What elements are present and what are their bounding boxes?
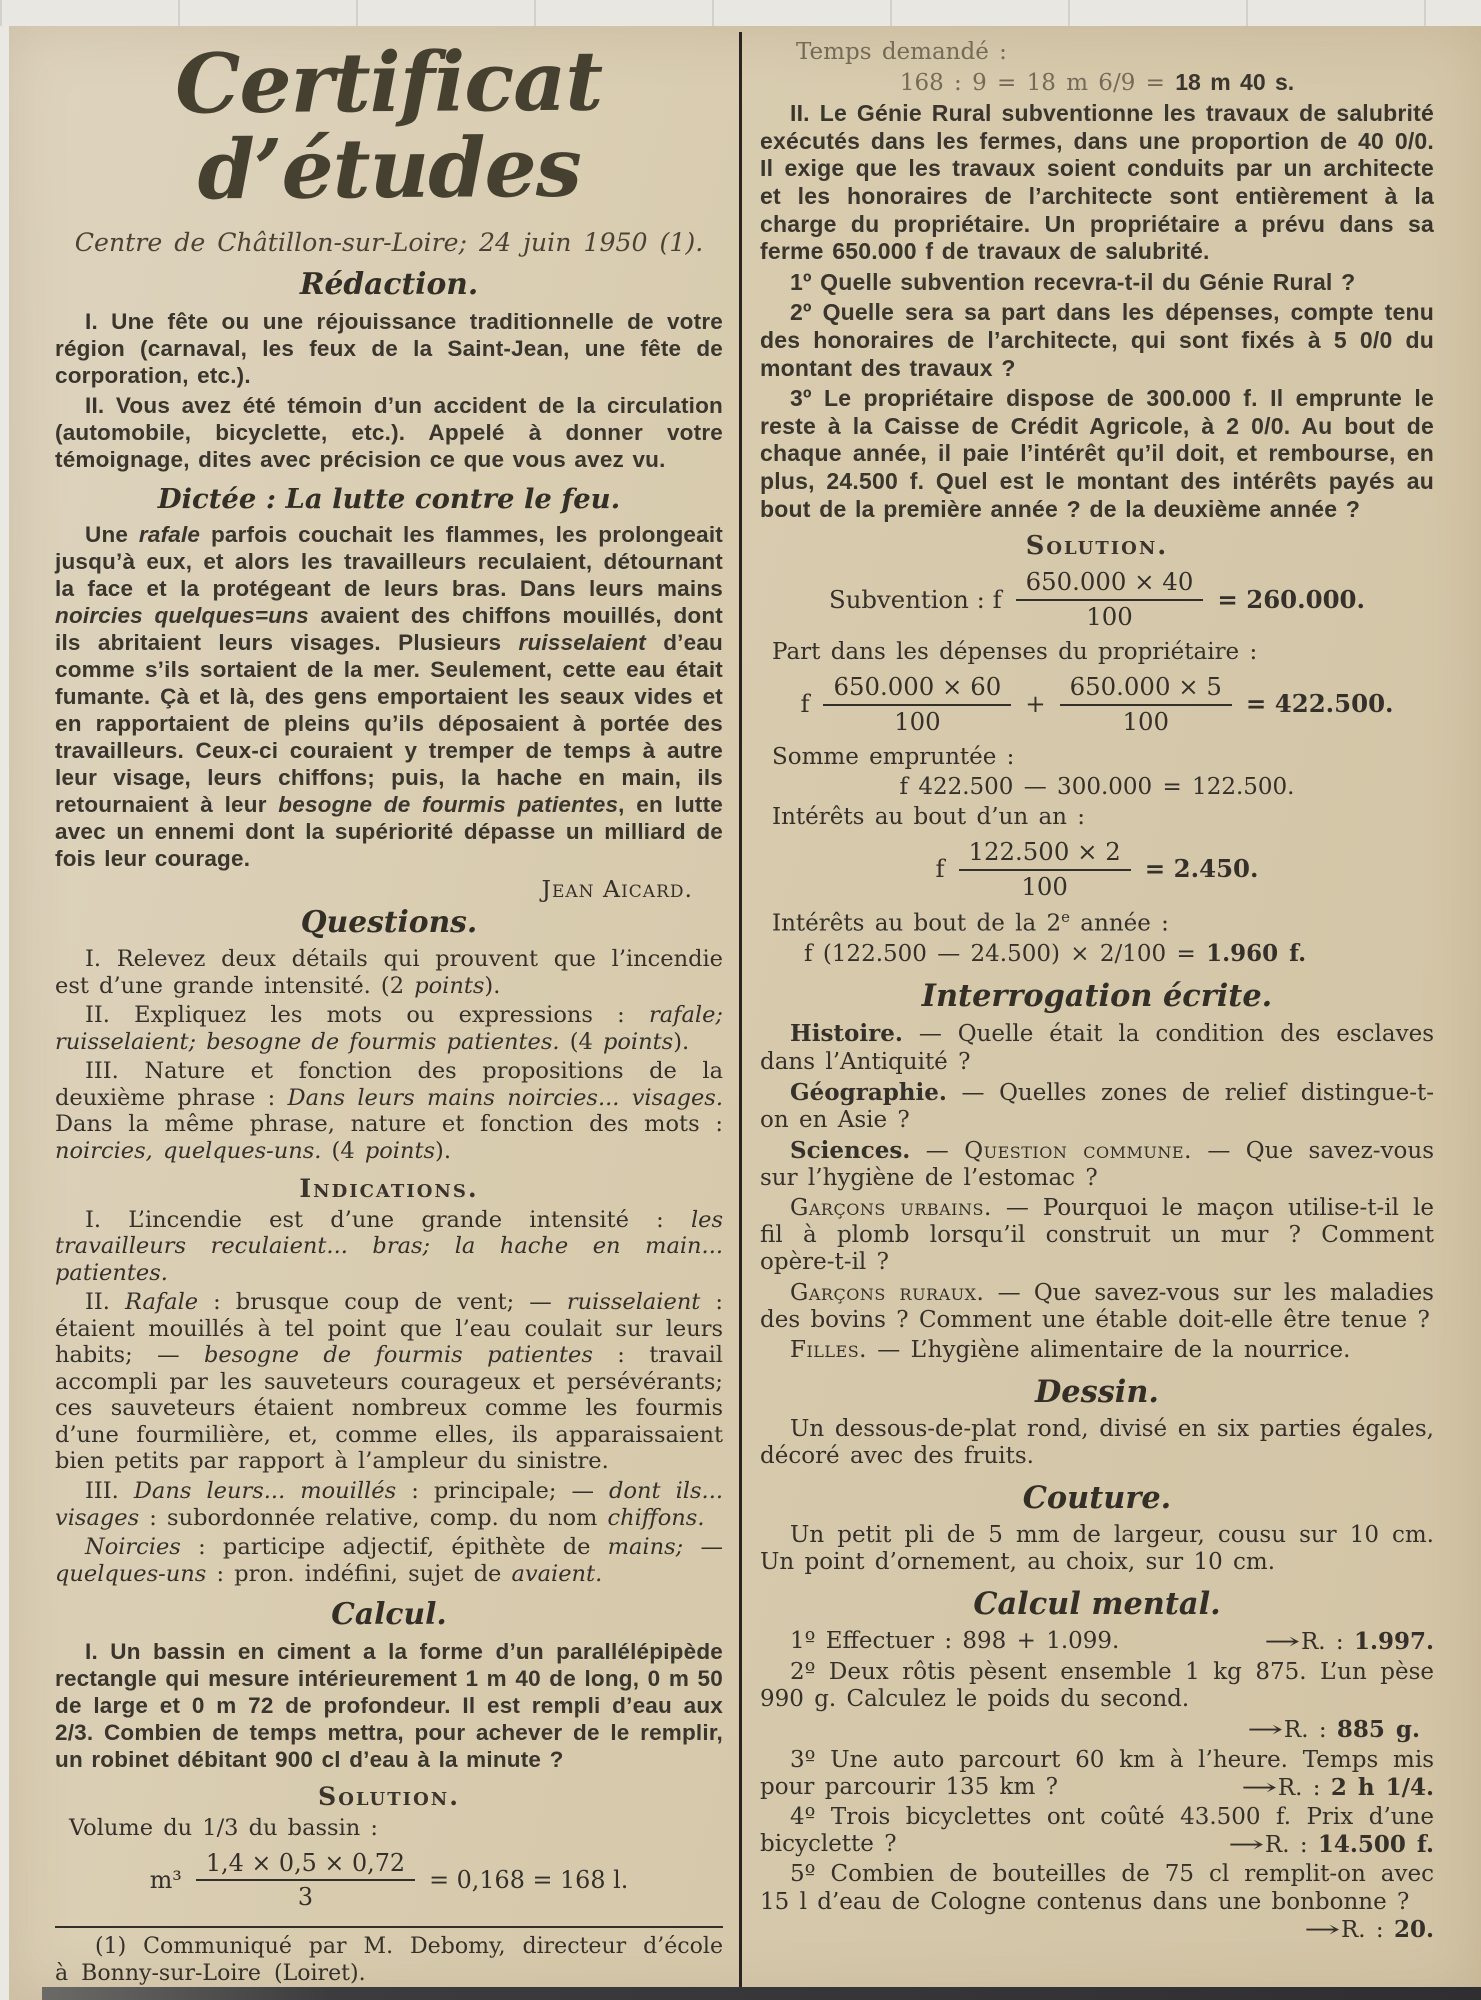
fraction (823, 671, 1011, 736)
scan-bottom-edge (42, 1987, 1481, 2000)
question-item-3: III. Nature et fonction des propositions de la deuxième phrase : Dans leurs mains noircies... visages. Dans la même phrase, nature et fonction des mots : noircies, quelques-uns. (4 points). (55, 1058, 724, 1165)
fraction-denominator: 100 (823, 704, 1011, 736)
somme-label: Somme empruntée : (772, 743, 1015, 770)
dessin-body: Un dessous-de-plat rond, divisé en six parties égales, décoré avec des fruits. (760, 1415, 1434, 1470)
fraction-numerator: 650.000 × 5 (1069, 671, 1222, 701)
question-text: 5º Combien de bouteilles de 75 cl remplit-on avec 15 l d’eau de Cologne contenus dans une bonbonne ? (760, 1861, 1434, 1915)
heading-dictee: Dictée : La lutte contre le feu. (157, 483, 621, 516)
volume-formula (55, 1850, 723, 1910)
calcul-mental-item-1 (760, 1628, 1434, 1655)
volume-label: Volume du 1/3 du bassin : (69, 1815, 379, 1842)
indication-item-2: II. Rafale : brusque coup de vent; — ruisselaient : étaient mouillés à tel point que l’eau coulait sur leurs habits; — besogne de fourmis patientes : travail accompli par les sauveteurs courageux et persévérants; ces sauveteurs étaient nombreux comme les fourmis d’une fourmilière, et, comme elles, ils apparaissaient bien petits par rapport à l’ampleur du sinistre. (55, 1289, 723, 1475)
formula-result: = 2.450. (1144, 854, 1259, 884)
interrogation-item-histoire: Histoire. — Quelle était la condition des esclaves dans l’Antiquité ? (760, 1020, 1434, 1075)
heading-dessin: Dessin. (1034, 1373, 1159, 1410)
formula-result: = 260.000. (1217, 584, 1365, 614)
genie-rural-problem: II. Le Génie Rural subventionne les travaux de salubrité exécutés dans les fermes, dans une proportion de 40 0/0. Il exige que les travaux soient conduits par un architecte et les honoraires de l’architecte sont entièrement à la charge du propriétaire. Un propriétaire a prévu dans sa ferme 650.000 f de travaux de salubrité. (760, 100, 1434, 265)
interrogation-item-sciences: Sciences. — Question commune. — Que savez-vous sur l’hygiène de l’estomac ? (760, 1136, 1435, 1192)
part-depenses-label: Part dans les dépenses du propriétaire : (772, 638, 1258, 665)
footnote-rule (55, 1926, 723, 1928)
scan-background-strip (0, 0, 1481, 26)
calcul-problem: I. Un bassin en ciment a la forme d’un parallélépipède rectangle qui mesure intérieurement 1 m 40 de long, 0 m 50 de large et 0 m 72 de profondeur. Il est rempli d’eau aux 2/3. Combien de temps mettra, pour achever de le remplir, un robinet débitant 900 cl d’eau à la minute ? (55, 1639, 723, 1773)
fraction-denominator: 100 (1060, 704, 1232, 736)
redaction-item-2: II. Vous avez été témoin d’un accident de la circulation (automobile, bicyclette, etc.). Appelé à donner votre témoignage, dites avec précision ce que vous avez vu. (55, 393, 723, 473)
document-subtitle: Centre de Châtillon-sur-Loire; 24 juin 1950 (1). (74, 228, 704, 258)
column-divider-rule (739, 32, 742, 1992)
heading-indications: Indications. (299, 1172, 479, 1203)
formula-prefix: f (800, 689, 810, 719)
interrogation-item-geographie: Géographie. — Quelles zones de relief distingue-t-on en Asie ? (760, 1078, 1434, 1133)
temps-demande-equation: 168 : 9 = 18 m 6/9 = 18 m 40 s. (899, 69, 1295, 97)
somme-equation: f 422.500 — 300.000 = 122.500. (899, 773, 1295, 800)
question-item-2: II. Expliquez les mots ou expressions : rafale; ruisselaient; besogne de fourmis patientes. (4 points). (55, 1002, 723, 1055)
answer: → R. : 1.997. (1264, 1628, 1434, 1656)
calcul-mental-item-5 (760, 1861, 1434, 1943)
fraction-numerator: 122.500 × 2 (968, 836, 1121, 866)
heading-solution-left: Solution. (318, 1781, 460, 1812)
part-depenses-formula (760, 671, 1434, 736)
footnote-text: (1) Communiqué par M. Debomy, directeur d’école à Bonny-sur-Loire (Loiret). (55, 1934, 723, 1986)
calcul-mental-item-3 (760, 1747, 1434, 1801)
answer: → R. : 14.500 f. (1228, 1831, 1434, 1859)
fraction (959, 836, 1131, 901)
fraction (1060, 671, 1232, 736)
calcul-mental-item-4 (760, 1804, 1434, 1858)
heading-calcul-mental: Calcul mental. (973, 1586, 1221, 1623)
indication-item-4: Noircies : participe adjectif, épithète de mains; — quelques-uns : pron. indéfini, sujet de avaient. (55, 1534, 723, 1587)
author-signature: Jean Aicard. (541, 875, 693, 904)
fraction (1016, 569, 1204, 631)
formula-prefix: m³ (149, 1865, 182, 1894)
genie-question-1: 1º Quelle subvention recevra-t-il du Génie Rural ? (790, 268, 1356, 295)
subvention-formula (760, 569, 1434, 631)
heading-redaction: Rédaction. (299, 267, 479, 303)
subvention-label: Subvention : f (829, 584, 1002, 614)
answer: → R. : 885 g. (1247, 1715, 1420, 1743)
dictee-body: Une rafale parfois couchait les flammes, les prolongeait jusqu’à eux, et alors les travailleurs reculaient, détournant la face et la protégeant de leurs bras. Dans leurs mains noircies quelques=uns avaient des chiffons mouillés, dont ils abritaient leurs visages. Plusieurs ruisselaient d’eau comme s’ils sortaient de la mer. Seulement, cette eau était fumante. Çà et là, des gens emportaient les seaux vides et en rapportaient de pleins qu’ils déposaient à portée des travailleurs. Ceux-ci couraient y tremper de temps à autre leur visage, leurs chiffons; puis, la hache en main, ils retournaient à leur besogne de fourmis patientes, en lutte avec un ennemi dont la supériorité dépasse un milliard de fois leur courage. (55, 522, 724, 872)
question-item-1: I. Relevez deux détails qui prouvent que l’incendie est d’une grande intensité. (2 points). (55, 946, 723, 999)
formula-prefix: f (935, 854, 945, 884)
couture-body: Un petit pli de 5 mm de largeur, cousu sur 10 cm. Un point d’ornement, au choix, sur 10 cm. (760, 1522, 1434, 1576)
interrogation-item-garcons-ruraux: Garçons ruraux. — Que savez-vous sur les maladies des bovins ? Comment une étable doit-elle être tenue ? (760, 1279, 1434, 1333)
fraction-numerator: 1,4 × 0,5 × 0,72 (205, 1848, 406, 1877)
answer: → R. : 20. (1304, 1915, 1434, 1943)
temps-demande-label: Temps demandé : (796, 39, 1007, 65)
formula-result: = 422.500. (1245, 689, 1394, 719)
interets-an2-equation: f (122.500 — 24.500) × 2/100 = 1.960 f. (804, 940, 1307, 968)
answer: → R. : 2 h 1/4. (1241, 1774, 1434, 1802)
redaction-item-1: I. Une fête ou une réjouissance traditionnelle de votre région (carnaval, les feux de la Saint-Jean, une fête de corporation, etc.). (55, 309, 723, 389)
heading-calcul: Calcul. (331, 1597, 447, 1633)
plus-operator: + (1025, 689, 1046, 719)
document-title: Certificat d’études (174, 33, 603, 219)
fraction-numerator: 650.000 × 60 (833, 671, 1002, 701)
heading-questions: Questions. (300, 905, 478, 941)
fraction-denominator: 100 (959, 869, 1131, 901)
calcul-mental-item-2 (760, 1659, 1434, 1713)
heading-interrogation: Interrogation écrite. (921, 978, 1273, 1015)
fraction-denominator: 3 (196, 1879, 415, 1910)
fraction-denominator: 100 (1016, 599, 1204, 631)
question-text: 2º Deux rôtis pèsent ensemble 1 kg 875. L’un pèse 990 g. Calculez le poids du second. (760, 1658, 1434, 1712)
fraction (196, 1850, 415, 1910)
interets-an1-formula (760, 836, 1434, 901)
genie-question-3: 3º Le propriétaire dispose de 300.000 f. Il emprunte le reste à la Caisse de Crédit Agricole, à 2 0/0. Au bout de chaque année, il paie l’intérêt qu’il doit, et rembourse, en plus, 24.500 f. Quel est le montant des intérêts payés au bout de la première année ? de la deuxième année ? (760, 385, 1434, 522)
question-text: 1º Effectuer : 898 + 1.099. (790, 1628, 1120, 1655)
genie-question-2: 2º Quelle sera sa part dans les dépenses, compte tenu des honoraires de l’architecte, qui sont fixés à 5 0/0 du montant des travaux ? (760, 299, 1434, 381)
interrogation-item-garcons-urbains: Garçons urbains. — Pourquoi le maçon utilise-t-il le fil à plomb lorsqu’il construit un mur ? Comment opère-t-il ? (760, 1195, 1434, 1276)
question-text: 3º Une auto parcourt 60 km à l’heure. Temps mis pour parcourir 135 km ? (760, 1746, 1434, 1801)
right-column (760, 36, 1434, 1944)
question-text: 4º Trois bicyclettes ont coûté 43.500 f. Prix d’une bicyclette ? (760, 1804, 1434, 1858)
indication-item-3: III. Dans leurs... mouillés : principale; — dont ils... visages : subordonnée relative, comp. du nom chiffons. (55, 1478, 723, 1531)
indication-item-1: I. L’incendie est d’une grande intensité : les travailleurs reculaient... bras; la hache en main... patientes. (55, 1206, 723, 1286)
heading-couture: Couture. (1022, 1480, 1172, 1517)
interets-an2-label: Intérêts au bout de la 2e année : (772, 907, 1169, 937)
heading-solution-right: Solution. (1025, 531, 1169, 562)
left-column (55, 30, 723, 1990)
fraction-numerator: 650.000 × 40 (1025, 567, 1194, 597)
interrogation-item-filles: Filles. — L’hygiène alimentaire de la nourrice. (790, 1336, 1351, 1363)
formula-result: = 0,168 = 168 l. (429, 1865, 629, 1894)
interets-an1-label: Intérêts au bout d’un an : (772, 803, 1086, 830)
